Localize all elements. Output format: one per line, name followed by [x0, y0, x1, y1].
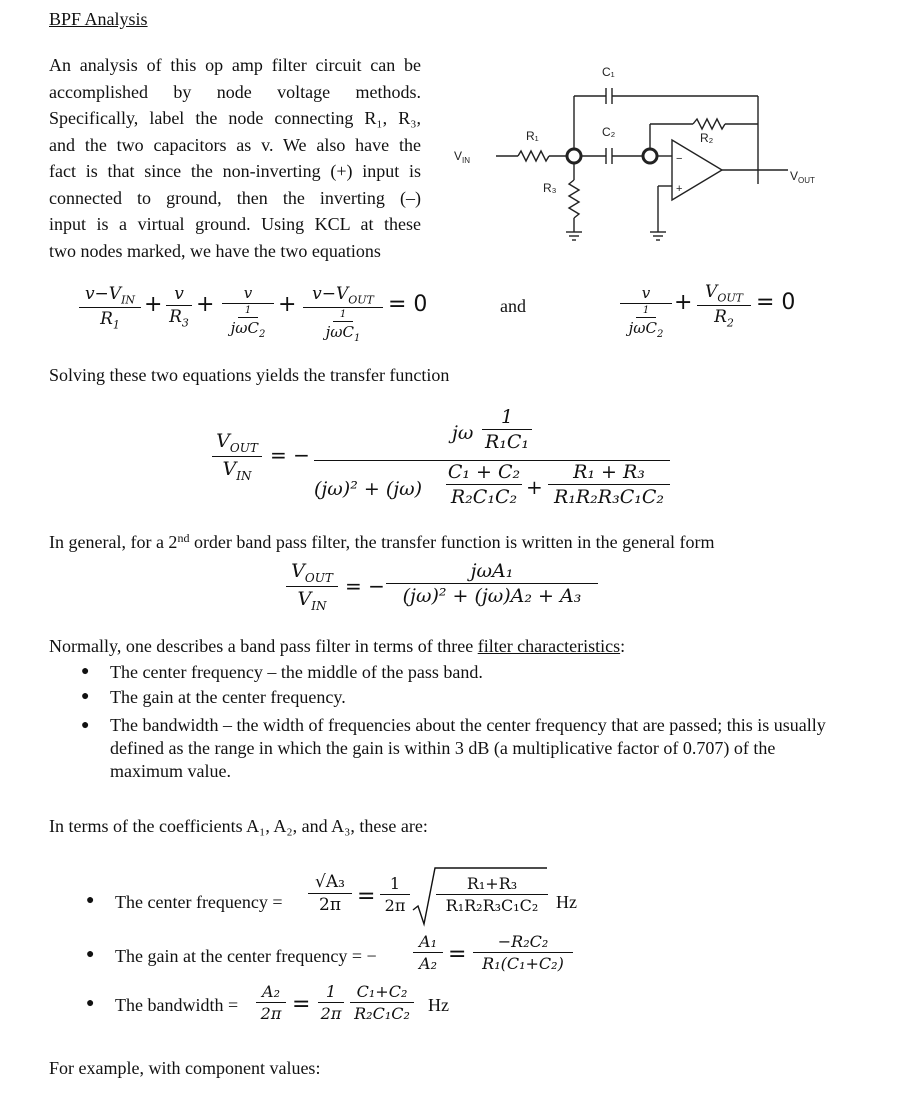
bullet-item: The bandwidth – the width of frequencies about the center frequency that are passed; this is usually defined as the range in which the gain is within 3 dB (a multiplicative factor of 0.707) of the maximum value. — [110, 715, 826, 781]
c2-label: C₂ — [602, 125, 616, 139]
bw-unit: Hz — [428, 995, 449, 1015]
node-v — [567, 149, 581, 163]
r1-resistor — [518, 151, 549, 161]
bw-frac1: A₂ 2π — [256, 982, 286, 1023]
intro-line: input is a virtual ground. Using KCL at these — [49, 214, 421, 234]
intro-line: An analysis of this op amp filter circuit can be — [49, 55, 421, 75]
tf-den-plus: + — [526, 475, 543, 499]
gain-frac2: −R₂C₂ R₁(C₁+C₂) — [473, 932, 573, 973]
eq2-term2: $V_{OUT}$ $R_2$ — [697, 282, 751, 330]
tf-den-frac2: R₁ + R₃ R₁R₂R₃C₁C₂ — [548, 461, 670, 508]
eq2-equals: = 0 — [756, 290, 796, 315]
eq1-term1: $v-V_{IN}$ $R_1$ — [79, 284, 141, 332]
bw-frac3: C₁+C₂ R₂C₁C₂ — [350, 982, 414, 1023]
gen-tf-equals: = − — [345, 574, 385, 598]
tf-rhs — [314, 406, 670, 515]
solving-text: Solving these two equations yields the transfer function — [49, 365, 450, 385]
page-title: BPF Analysis — [49, 9, 148, 29]
eq1-term3: v 1 jωC$_2$ — [222, 284, 274, 340]
center-frequency-label: The center frequency = — [115, 892, 283, 912]
r1-label: R₁ — [526, 129, 539, 143]
bandwidth-label: The bandwidth = — [115, 995, 239, 1015]
inverting-sign: − — [676, 153, 683, 165]
intro-line: Specifically, label the node connecting R₁, R₃, — [49, 108, 421, 128]
intro-line: and the two capacitors as v. We also have the — [49, 134, 421, 155]
example-text: For example, with component values: — [49, 1058, 321, 1078]
cf-radicand: R₁+R₃ R₁R₂R₃C₁C₂ — [436, 874, 548, 915]
eq1-equals: = 0 — [388, 292, 428, 317]
r3-resistor — [569, 180, 579, 218]
tf-den-a: (jω)² + (jω) — [314, 478, 423, 500]
intro-line: accomplished by node voltage methods. — [49, 81, 421, 102]
bullet-icon: ● — [81, 689, 90, 704]
eq1-plus: + — [278, 292, 297, 317]
gain-frac1: A₁ A₂ — [413, 932, 443, 973]
vin-label: $V_{IN}$ — [454, 149, 471, 165]
bw-equals: = — [292, 992, 311, 1017]
eq2-plus: + — [674, 290, 693, 315]
cf-frac2: 1 2π — [380, 874, 410, 915]
gain-label: The gain at the center frequency = − — [115, 946, 377, 966]
eq1-plus: + — [144, 292, 163, 317]
and-word: and — [500, 296, 526, 316]
tf-equals-minus: = − — [270, 443, 310, 467]
intro-line: connected to ground, then the inverting (–) — [49, 187, 421, 208]
eq1-term2: v $R_3$ — [166, 284, 192, 329]
cf-unit: Hz — [556, 892, 577, 912]
bullet-icon: ● — [81, 664, 90, 679]
bullet-icon: ● — [81, 718, 90, 733]
tf-lhs: $V_{OUT}$ $V_{IN}$ — [212, 430, 262, 483]
bullet-item: The gain at the center frequency. — [110, 687, 346, 707]
tf-den-frac1: C₁ + C₂ R₂C₁C₂ — [447, 461, 521, 508]
tf-jw: jω — [452, 422, 474, 444]
eq1-term4: $v-V_{OUT}$ 1 jωC$_1$ — [303, 284, 383, 344]
intro-line: fact is that since the non-inverting (+) input is — [49, 161, 421, 181]
bullet-item: The center frequency – the middle of the pass band. — [110, 662, 483, 682]
r2-resistor — [693, 119, 725, 129]
bullet-icon: ● — [86, 996, 95, 1011]
bullet-icon: ● — [86, 893, 95, 908]
normally-text: Normally, one describes a band pass filter in terms of three filter characteristics: — [49, 636, 626, 656]
bw-frac2: 1 2π — [318, 982, 344, 1023]
c1-label: C₁ — [602, 65, 615, 79]
gen-tf-rhs: jωA₁ (jω)² + (jω)A₂ + A₃ — [386, 560, 598, 607]
eq1-plus: + — [196, 292, 215, 317]
intro-line: two nodes marked, we have the two equations — [49, 240, 381, 261]
cf-equals: = — [357, 884, 376, 909]
bullet-icon: ● — [86, 947, 95, 962]
tf-num-frac: 1 R₁C₁ — [482, 406, 532, 453]
coefficients-text: In terms of the coefficients A₁, A₂, and A₃, these are: — [49, 816, 428, 836]
r3-label: R₃ — [543, 181, 557, 195]
gen-tf-lhs: $V_{OUT}$ $V_{IN}$ — [286, 560, 338, 613]
vout-label: $V_{OUT}$ — [790, 169, 815, 185]
r2-label: R₂ — [700, 131, 714, 145]
intro-paragraph — [49, 52, 421, 264]
node-inverting — [643, 149, 657, 163]
general-text: In general, for a 2nd order band pass filter, the transfer function is written in the general form — [49, 531, 715, 552]
eq2-term1: v 1 jωC$_2$ — [620, 284, 672, 340]
noninverting-sign: + — [676, 183, 683, 195]
cf-frac1: √A₃ 2π — [308, 872, 352, 915]
filter-characteristics-link[interactable]: filter characteristics — [477, 636, 621, 656]
bpf-circuit-diagram — [448, 52, 888, 252]
gain-equals: = — [448, 942, 467, 967]
